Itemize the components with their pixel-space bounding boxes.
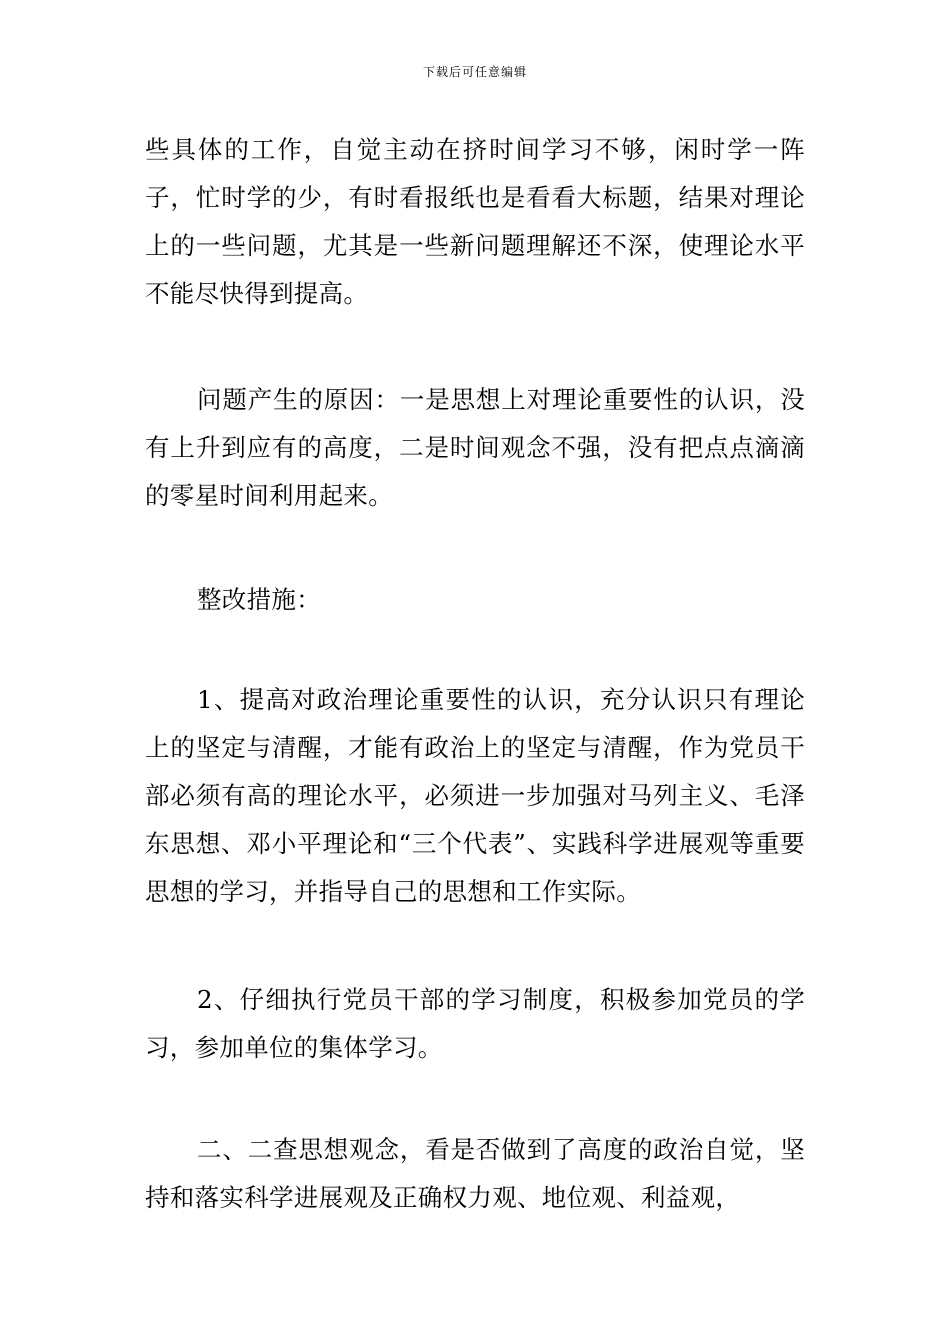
paragraph-measure-2: 2、仔细执行党员干部的学习制度，积极参加党员的学习，参加单位的集体学习。 — [145, 985, 805, 1062]
paragraph-problem-causes: 问题产生的原因：一是思想上对理论重要性的认识，没有上升到应有的高度，二是时间观念不强，没有把点点滴滴的零星时间利用起来。 — [145, 385, 805, 510]
paragraph-measure-1: 1、提高对政治理论重要性的认识，充分认识只有理论上的坚定与清醒，才能有政治上的坚定与清醒，作为党员干部必须有高的理论水平，必须进一步加强对马列主义、毛泽东思想、邓小平理论和“三个代表”、实践科学进展观等重要思想的学习，并指导自己的思想和工作实际。 — [145, 685, 805, 906]
page-header: 下载后可任意编辑 — [422, 65, 527, 79]
paragraph-section-2: 二、二查思想观念，看是否做到了高度的政治自觉，坚持和落实科学进展观及正确权力观、地位观、利益观， — [145, 1135, 805, 1212]
paragraph-study-shortcomings: 些具体的工作，自觉主动在挤时间学习不够，闲时学一阵子，忙时学的少，有时看报纸也是看看大标题，结果对理论上的一些问题，尤其是一些新问题理解还不深，使理论水平不能尽快得到提高。 — [145, 135, 805, 308]
paragraph-measures-heading: 整改措施： — [197, 585, 321, 614]
